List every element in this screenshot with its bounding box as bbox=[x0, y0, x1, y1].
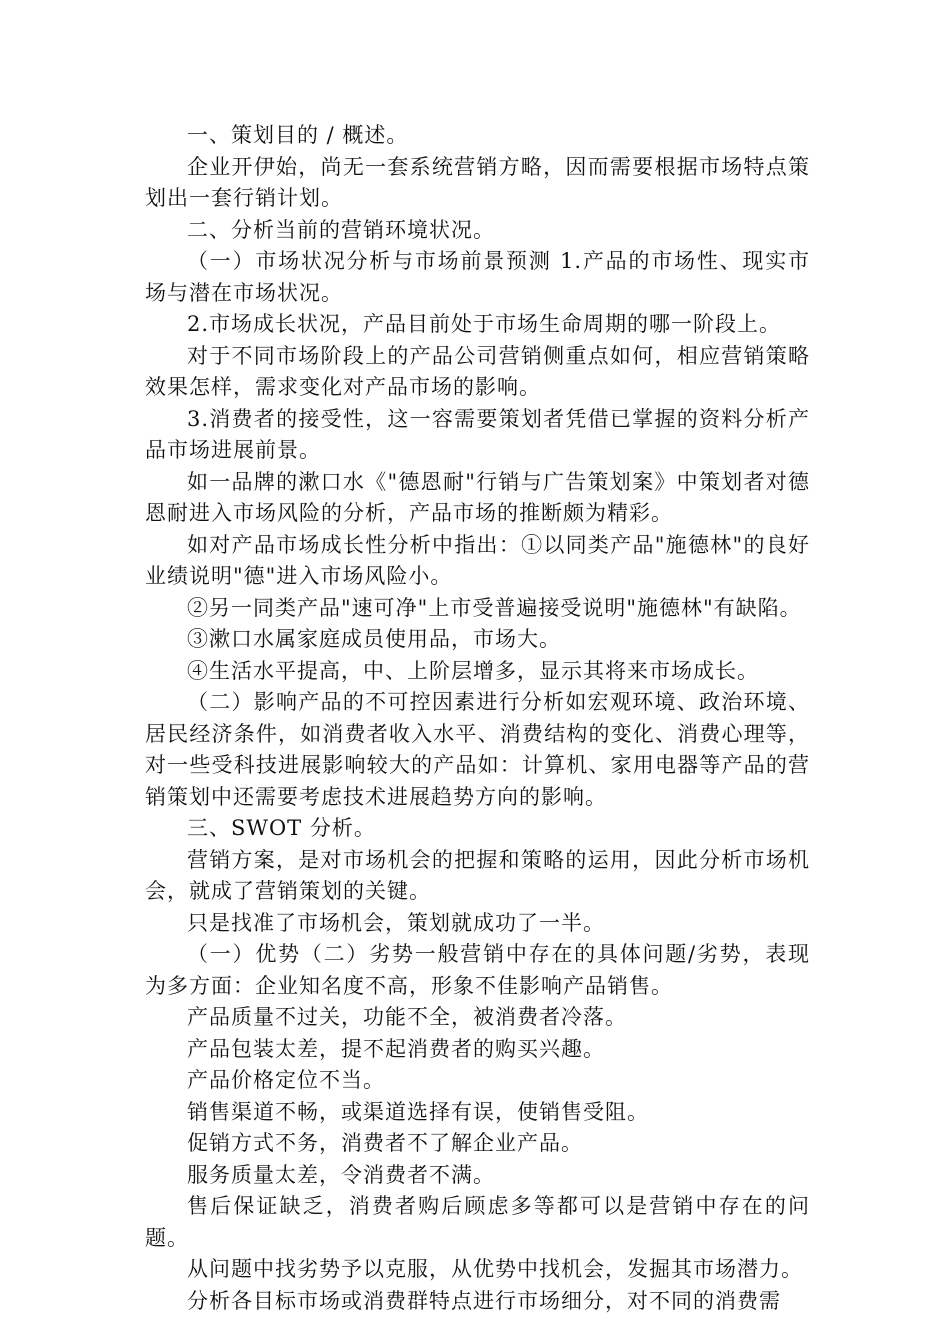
paragraph-promotion-issue: 促销方式不务，消费者不了解企业产品。 bbox=[187, 1131, 583, 1155]
paragraph-quality-issue: 产品质量不过关，功能不全，被消费者冷落。 bbox=[187, 1005, 627, 1029]
heading-planning-purpose: 一、策划目的 / 概述。 bbox=[187, 123, 409, 147]
paragraph-growth-point-2: ②另一同类产品"速可净"上市受普遍接受说明"施德林"有缺陷。 bbox=[187, 595, 802, 620]
paragraph-strengths-weaknesses: （一）优势（二）劣势一般营销中存在的具体问题/劣势，表现为多方面：企业知名度不高，形象不佳影响产品销售。 bbox=[145, 942, 810, 998]
paragraph-mouthwash-example: 如一品牌的漱口水《"德恩耐"行销与广告策划案》中策划者对德恩耐进入市场风险的分析，产品市场的推断颇为精彩。 bbox=[145, 469, 810, 525]
heading-marketing-environment: 二、分析当前的营销环境状况。 bbox=[187, 217, 495, 242]
paragraph-market-opportunity: 营销方案，是对市场机会的把握和策略的运用，因此分析市场机会，就成了营销策划的关键。 bbox=[145, 847, 810, 903]
paragraph-growth-point-4: ④生活水平提高，中、上阶层增多，显示其将来市场成长。 bbox=[187, 658, 759, 683]
paragraph-consumer-acceptance: 3.消费者的接受性，这一容需要策划者凭借已掌握的资料分析产品市场进展前景。 bbox=[145, 406, 810, 462]
heading-swot: 三、SWOT 分析。 bbox=[187, 816, 376, 840]
paragraph-market-analysis: （一）市场状况分析与市场前景预测 1.产品的市场性、现实市场与潜在市场状况。 bbox=[145, 249, 810, 305]
paragraph-market-growth: 2.市场成长状况，产品目前处于市场生命周期的哪一阶段上。 bbox=[187, 312, 782, 336]
paragraph-packaging-issue: 产品包装太差，提不起消费者的购买兴趣。 bbox=[187, 1036, 605, 1061]
paragraph-aftersales-issue: 售后保证缺乏，消费者购后顾虑多等都可以是营销中存在的问题。 bbox=[145, 1194, 810, 1250]
paragraph-market-stages: 对于不同市场阶段上的产品公司营销侧重点如何，相应营销策略效果怎样，需求变化对产品市场的影响。 bbox=[145, 343, 810, 399]
document-body bbox=[145, 120, 810, 1317]
paragraph-pricing-issue: 产品价格定位不当。 bbox=[187, 1068, 385, 1092]
paragraph-channel-issue: 销售渠道不畅，或渠道选择有误，使销售受阻。 bbox=[187, 1099, 649, 1124]
paragraph-find-weakness: 从问题中找劣势予以克服，从优势中找机会，发掘其市场潜力。 bbox=[187, 1257, 803, 1281]
paragraph-market-segmentation: 分析各目标市场或消费群特点进行市场细分，对不同的消费需 bbox=[187, 1288, 781, 1313]
paragraph-half-success: 只是找准了市场机会，策划就成功了一半。 bbox=[187, 910, 605, 935]
paragraph-service-issue: 服务质量太差，令消费者不满。 bbox=[187, 1162, 495, 1187]
paragraph-uncontrollable-factors: （二）影响产品的不可控因素进行分析如宏观环境、政治环境、居民经济条件，如消费者收入水平、消费结构的变化、消费心理等，对一些受科技进展影响较大的产品如：计算机、家用电器等产品的营销策划中还需要考虑技术进展趋势方向的影响。 bbox=[145, 690, 810, 809]
paragraph-growth-point-3: ③漱口水属家庭成员使用品，市场大。 bbox=[187, 627, 561, 651]
paragraph-growth-point-1: 如对产品市场成长性分析中指出：①以同类产品"施德林"的良好业绩说明"德"进入市场风险小。 bbox=[145, 532, 810, 588]
paragraph-intro: 企业开伊始，尚无一套系统营销方略，因而需要根据市场特点策划出一套行销计划。 bbox=[145, 154, 810, 210]
